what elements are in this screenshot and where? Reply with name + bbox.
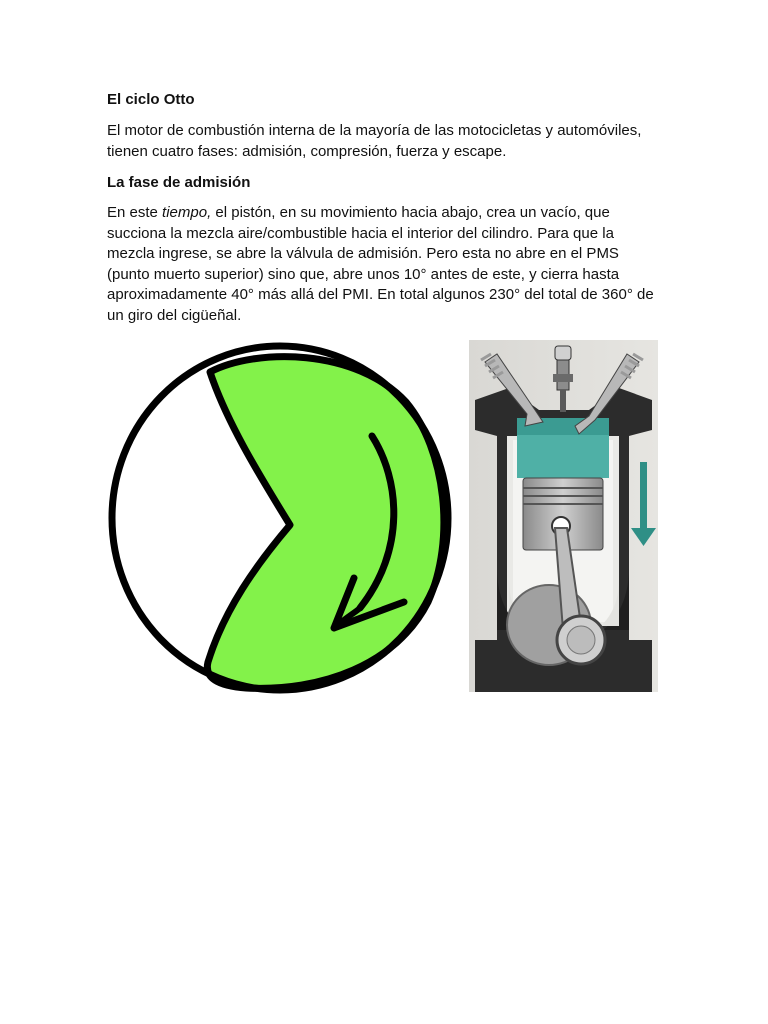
- section-paragraph: [107, 203, 667, 326]
- section-line-2: succiona la mezcla aire/combustible hacia el interior del cilindro. Para que la: [107, 224, 614, 242]
- intro-line-1: El motor de combustión interna de la mayoría de las motocicletas y automóviles,: [107, 122, 642, 139]
- section-line-3: mezcla ingrese, se abre la válvula de admisión. Pero esta no abre en el PMS: [107, 245, 619, 262]
- section-line-1-start: En este: [107, 204, 163, 221]
- intro-paragraph: [107, 121, 667, 162]
- document-title: El ciclo Otto: [107, 91, 195, 108]
- engine-intake-illustration: [469, 340, 658, 692]
- section-line-4: (punto muerto superior) sino que, abre unos 10° antes de este, y cierra hasta: [107, 265, 620, 283]
- intake-cycle-diagram: [106, 340, 454, 696]
- section-title: La fase de admisión: [107, 174, 251, 191]
- section-line-1-emphasis: tiempo,: [162, 204, 212, 221]
- intro-line-2: tienen cuatro fases: admisión, compresión, fuerza y escape.: [107, 142, 507, 160]
- section-line-5: aproximadamente 40° más allá del PMI. En total algunos 230° del total de 360° de: [107, 286, 654, 303]
- section-line-1-end: el pistón, en su movimiento hacia abajo, crea un vacío, que: [211, 204, 610, 221]
- section-line-6: un giro del cigüeñal.: [107, 306, 242, 324]
